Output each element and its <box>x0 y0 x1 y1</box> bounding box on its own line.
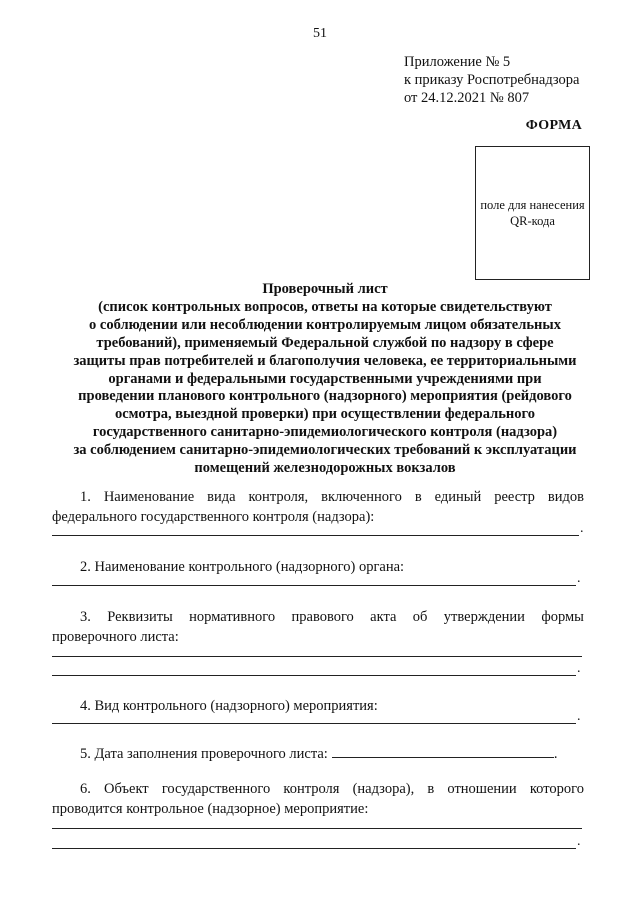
title-line: помещений железнодорожных вокзалов <box>194 460 456 477</box>
item-3-line-2: проверочного листа: <box>52 629 179 645</box>
item-5-label: 5. Дата заполнения проверочного листа: <box>80 746 328 762</box>
word: в <box>427 781 435 797</box>
title-line: органами и федеральными государственными учреждениями при <box>108 370 542 387</box>
word: 3. <box>80 609 91 625</box>
title-line: за соблюдением санитарно-эпидемиологических требований к эксплуатации <box>73 442 577 459</box>
item-1-line-2: федерального государственного контроля (надзора): <box>52 509 375 525</box>
item-1 <box>52 487 584 527</box>
word: контроля, <box>248 489 309 505</box>
word: Наименование <box>103 489 195 505</box>
qr-code-box <box>475 146 590 280</box>
item-1-blank-line[interactable] <box>52 535 579 536</box>
qr-box-line-1: поле для нанесения <box>480 198 585 212</box>
item-6-blank-line-2[interactable] <box>52 848 576 849</box>
item-6-blank-line-1[interactable] <box>52 828 582 829</box>
item-2-end-dot: . <box>577 571 581 586</box>
word: Объект <box>104 781 149 797</box>
word: акта <box>370 609 397 625</box>
title-line: защиты прав потребителей и благополучия человека, ее территориальными <box>73 352 577 369</box>
word: 1. <box>80 489 91 505</box>
item-6-line-1 <box>52 779 584 799</box>
title-line: требований), применяемый Федеральной службой по надзору в сфере <box>96 334 554 351</box>
qr-box-line-2: QR-кода <box>510 214 555 228</box>
word: об <box>412 609 428 625</box>
item-4: 4. Вид контрольного (надзорного) мероприятия: <box>80 698 378 714</box>
item-5-end-dot: . <box>553 746 558 762</box>
word: правового <box>291 609 354 625</box>
word: единый <box>434 489 482 505</box>
appendix-line-2: к приказу Роспотребнадзора <box>404 72 580 88</box>
item-4-end-dot: . <box>577 709 581 724</box>
title-line: проведении планового контрольного (надзорного) мероприятия (рейдового <box>78 388 572 405</box>
item-3-blank-line-2[interactable] <box>52 675 576 676</box>
word: контроля <box>283 781 340 797</box>
item-6 <box>52 779 584 819</box>
word: отношении <box>447 781 517 797</box>
page-number: 51 <box>313 26 327 41</box>
item-4-blank-line[interactable] <box>52 723 576 724</box>
item-3-line-1 <box>52 607 584 627</box>
word: (надзора), <box>352 781 415 797</box>
form-label: ФОРМА <box>525 118 582 133</box>
word: которого <box>529 781 584 797</box>
word: Реквизиты <box>107 609 173 625</box>
title-line: о соблюдении или несоблюдении контролируемым лицом обязательных <box>89 316 561 333</box>
item-2-blank-line[interactable] <box>52 585 576 586</box>
word: в <box>414 489 422 505</box>
title-line: Проверочный лист <box>262 281 388 297</box>
word: утверждении <box>443 609 525 625</box>
word: формы <box>541 609 584 625</box>
word: включенного <box>321 489 402 505</box>
word: реестр <box>494 489 535 505</box>
document-title <box>45 281 605 478</box>
date-fill-line[interactable] <box>332 743 554 758</box>
word: 6. <box>80 781 91 797</box>
word: видов <box>547 489 584 505</box>
word: вида <box>207 489 236 505</box>
appendix-line-3: от 24.12.2021 № 807 <box>404 90 530 106</box>
item-6-end-dot: . <box>577 834 581 849</box>
appendix-block <box>404 53 579 107</box>
item-2: 2. Наименование контрольного (надзорного) органа: <box>80 559 405 575</box>
item-1-line-1 <box>52 487 584 507</box>
title-line: (список контрольных вопросов, ответы на которые свидетельствуют <box>98 298 552 315</box>
item-3 <box>52 607 584 647</box>
item-3-end-dot: . <box>577 661 581 676</box>
item-5 <box>52 743 557 764</box>
item-3-blank-line-1[interactable] <box>52 656 582 657</box>
appendix-line-1: Приложение № 5 <box>404 54 511 70</box>
title-line: осмотра, выездной проверки) при осуществлении федерального <box>115 406 535 423</box>
word: государственного <box>161 781 271 797</box>
item-1-end-dot: . <box>580 521 584 536</box>
word: нормативного <box>189 609 276 625</box>
title-line: государственного санитарно-эпидемиологического контроля (надзора) <box>92 424 558 441</box>
item-6-line-2: проводится контрольное (надзорное) мероприятие: <box>52 801 369 817</box>
